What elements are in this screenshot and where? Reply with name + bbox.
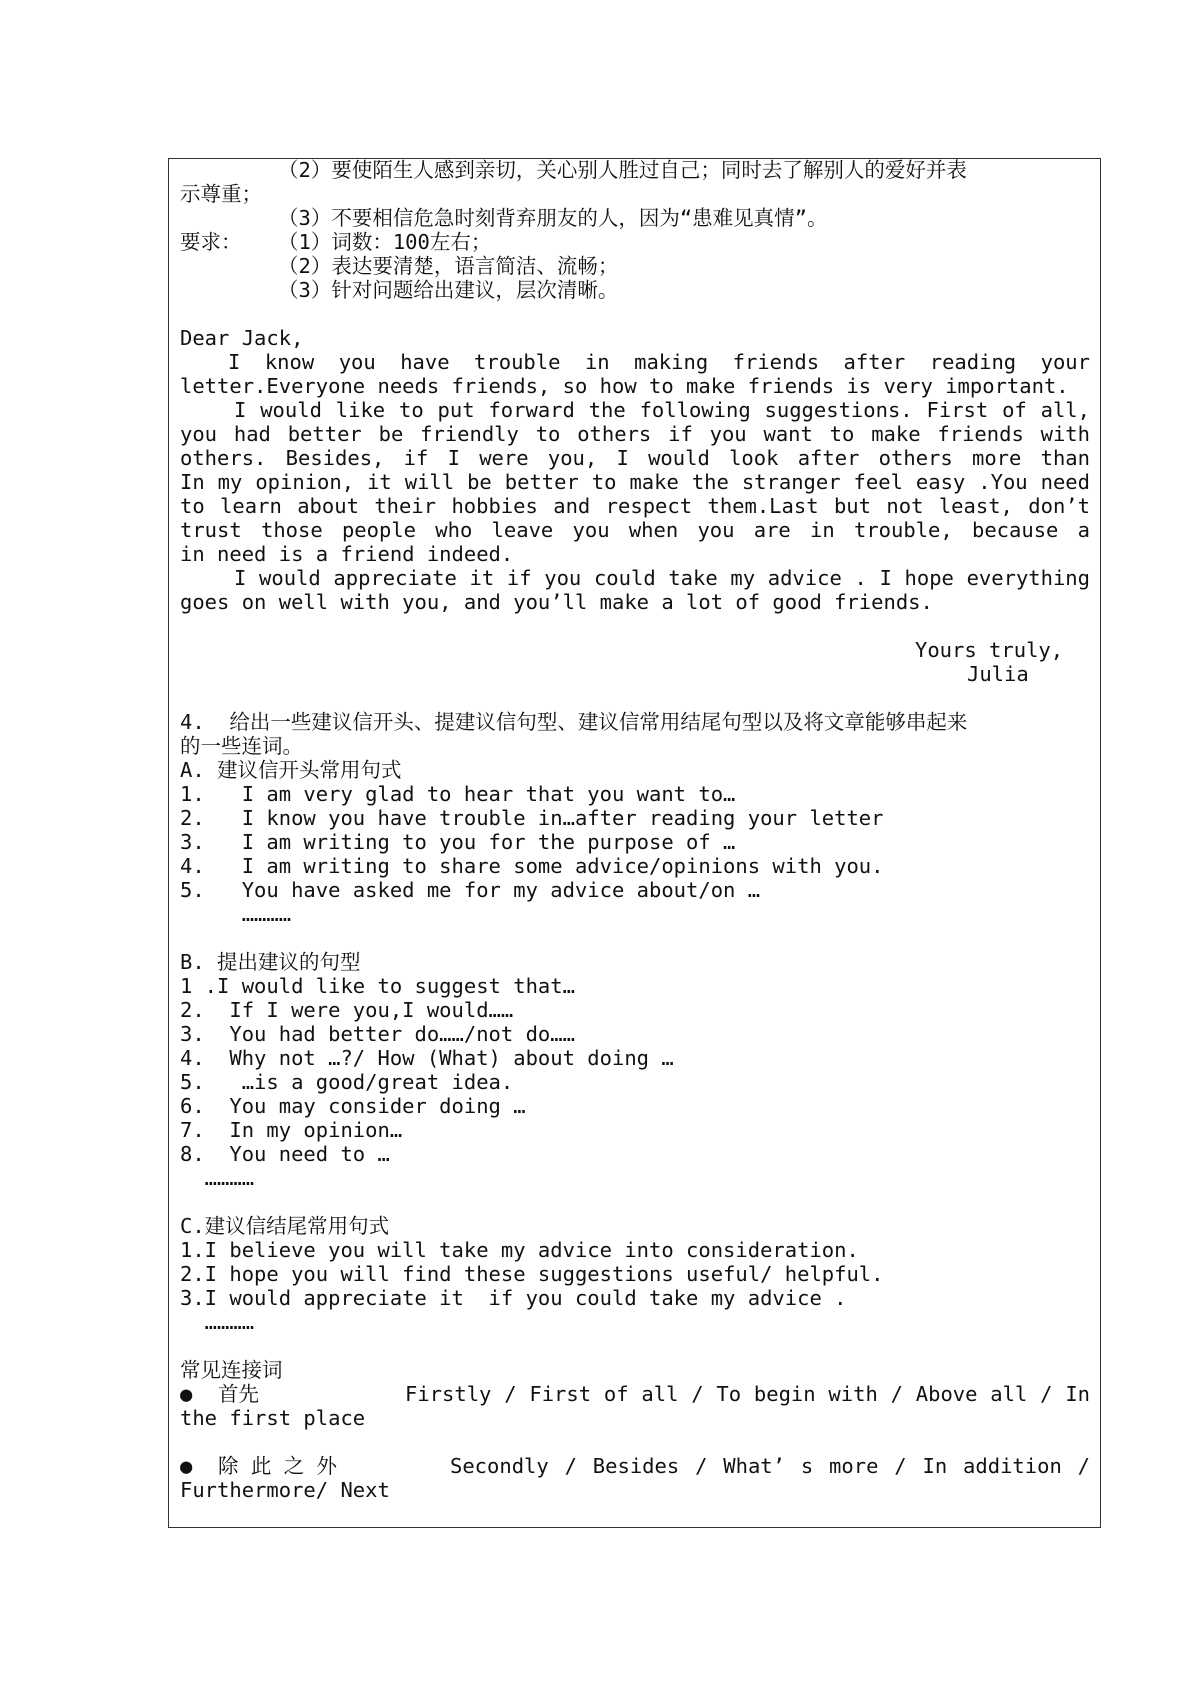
intro-line-1: （2）要使陌生人感到亲切，关心别人胜过自己；同时去了解别人的爱好并表	[278, 158, 967, 182]
part-c-title: C.建议信结尾常用句式	[180, 1214, 390, 1238]
part-c-item-1: 1.I believe you will take my advice into consideration.	[180, 1238, 859, 1262]
letter-line-8: trust those people who leave you when you are in trouble, because a	[180, 518, 1090, 542]
connective-label-second: 除 此 之 外	[218, 1454, 338, 1478]
letter-line-6: In my opinion, it will be better to make the stranger feel easy .You need	[180, 470, 1090, 494]
letter-salutation: Dear Jack,	[180, 326, 304, 350]
letter-line-10: I would appreciate it if you could take my advice . I hope everything	[234, 566, 1090, 590]
part-b-item-3: 3. You had better do……/not do……	[180, 1022, 575, 1046]
part-b-item-8: 8. You need to …	[180, 1142, 390, 1166]
document-body	[180, 158, 1090, 1502]
requirement-item-1: （1）词数：100左右；	[278, 230, 492, 254]
letter-line-1: I know you have trouble in making friends after reading your	[228, 350, 1090, 374]
connective-cont-first: the first place	[180, 1406, 366, 1430]
bullet-icon: ●	[180, 1454, 193, 1478]
part-c-item-3: 3.I would appreciate it if you could take my advice .	[180, 1286, 847, 1310]
letter-line-4: you had better be friendly to others if you want to make friends with	[180, 422, 1090, 446]
letter-line-11: goes on well with you, and you’ll make a lot of good friends.	[180, 590, 933, 614]
part-a-item-4: 4. I am writing to share some advice/opinions with you.	[180, 854, 884, 878]
part-b-item-2: 2. If I were you,I would……	[180, 998, 514, 1022]
connective-label-first: 首先	[218, 1382, 259, 1406]
section4-heading-1: 4. 给出一些建议信开头、提建议信句型、建议信常用结尾句型以及将文章能够串起来	[180, 710, 968, 734]
part-b-item-1: 1 .I would like to suggest that…	[180, 974, 575, 998]
letter-signature: Julia	[967, 662, 1029, 686]
part-a-item-3: 3. I am writing to you for the purpose of …	[180, 830, 736, 854]
connective-row-second	[180, 1454, 1090, 1478]
connective-terms-first: Firstly / First of all / To begin with / Above all / In	[405, 1382, 1090, 1406]
letter-line-2: letter.Everyone needs friends, so how to make friends is very important.	[180, 374, 1069, 398]
letter-line-3: I would like to put forward the following suggestions. First of all,	[234, 398, 1090, 422]
part-b-ellipsis: …………	[180, 1166, 255, 1190]
letter-line-7: to learn about their hobbies and respect them.Last but not least, don’t	[180, 494, 1090, 518]
part-a-ellipsis: …………	[180, 902, 292, 926]
part-a-item-1: 1. I am very glad to hear that you want to…	[180, 782, 736, 806]
requirement-row-1	[180, 230, 1090, 254]
part-a-item-2: 2. I know you have trouble in…after reading your letter	[180, 806, 884, 830]
connective-cont-second: Furthermore/ Next	[180, 1478, 390, 1502]
requirement-item-3: （3）针对问题给出建议，层次清晰。	[278, 278, 619, 302]
intro-line-2: 示尊重；	[180, 182, 262, 206]
letter-closing: Yours truly,	[915, 638, 1064, 662]
requirements-label: 要求：	[180, 230, 242, 254]
part-b-item-7: 7. In my opinion…	[180, 1118, 403, 1142]
part-b-title: B. 提出建议的句型	[180, 950, 361, 974]
connectives-title: 常见连接词	[180, 1358, 283, 1382]
letter-line-5: others. Besides, if I were you, I would look after others more than	[180, 446, 1090, 470]
part-b-item-6: 6. You may consider doing …	[180, 1094, 526, 1118]
part-b-item-5: 5. …is a good/great idea.	[180, 1070, 514, 1094]
letter-line-9: in need is a friend indeed.	[180, 542, 514, 566]
section4-heading-2: 的一些连词。	[180, 734, 303, 758]
connective-row-first	[180, 1382, 1090, 1406]
requirement-item-2: （2）表达要清楚，语言简洁、流畅；	[278, 254, 619, 278]
part-c-item-2: 2.I hope you will find these suggestions useful/ helpful.	[180, 1262, 884, 1286]
part-a-item-5: 5. You have asked me for my advice about/on …	[180, 878, 761, 902]
part-b-item-4: 4. Why not …?/ How (What) about doing …	[180, 1046, 674, 1070]
bullet-icon: ●	[180, 1382, 193, 1406]
intro-line-3: （3）不要相信危急时刻背弃朋友的人，因为“患难见真情”。	[278, 206, 828, 230]
part-c-ellipsis: …………	[180, 1310, 255, 1334]
connective-terms-second: Secondly / Besides / What’ s more / In addition /	[450, 1454, 1090, 1478]
part-a-title: A. 建议信开头常用句式	[180, 758, 402, 782]
